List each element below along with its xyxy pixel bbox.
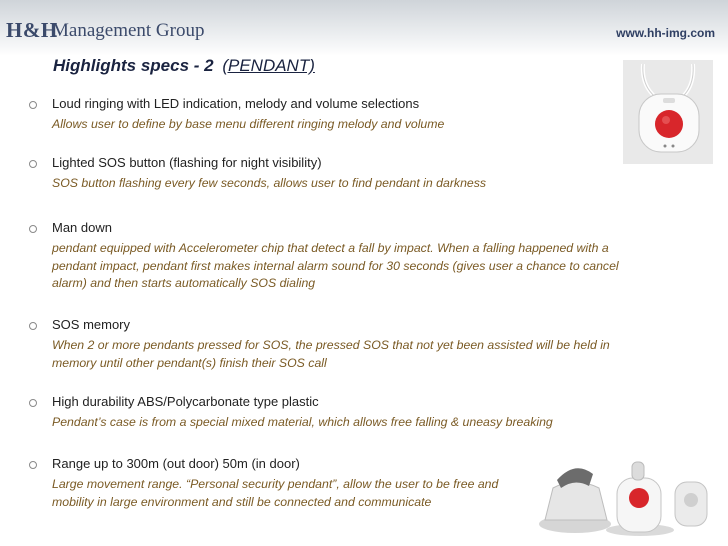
- slide-title-subject: (PENDANT): [222, 56, 315, 75]
- company-logo-text: Management Group: [52, 20, 205, 41]
- pendant-icon: [623, 60, 713, 164]
- product-set-photo: [535, 450, 721, 538]
- slide-title: [53, 56, 315, 76]
- bullet-circle-icon: [29, 160, 37, 168]
- slide-title-main: Highlights specs - 2: [53, 56, 214, 75]
- spec-description: Pendant’s case is from a special mixed material, which allows free falling & uneasy breaking: [52, 415, 553, 429]
- header-banner: [0, 0, 728, 56]
- company-logo-mark: H&H: [6, 18, 58, 42]
- bullet-circle-icon: [29, 322, 37, 330]
- spec-heading: Loud ringing with LED indication, melody and volume selections: [52, 96, 420, 111]
- bullet-circle-icon: [29, 101, 37, 109]
- base-unit-and-pendants-icon: [535, 450, 721, 538]
- spec-heading: SOS memory: [52, 317, 131, 332]
- pendant-photo: [623, 60, 713, 164]
- bullet-circle-icon: [29, 399, 37, 407]
- bullet-circle-icon: [29, 225, 37, 233]
- spec-heading: High durability ABS/Polycarbonate type plastic: [52, 394, 319, 409]
- spec-description: When 2 or more pendants pressed for SOS, the pressed SOS that not yet been assisted will be held in memory until other pendant(s) finish their SOS call: [52, 338, 610, 370]
- spec-heading: Range up to 300m (out door) 50m (in door): [52, 456, 300, 471]
- spec-description: pendant equipped with Accelerometer chip that detect a fall by impact. When a falling happened with a pendant impact, pendant first makes internal alarm sound for 30 seconds (gives user a chance to cancel alarm) and then starts automatically SOS dialing: [52, 241, 619, 290]
- spec-description: SOS button flashing every few seconds, allows user to find pendant in darkness: [52, 176, 487, 190]
- bullet-circle-icon: [29, 461, 37, 469]
- spec-description: Large movement range. “Personal security pendant”, allow the user to be free and mobility in large environment and still be connected and communicate: [52, 477, 499, 509]
- spec-description: Allows user to define by base menu different ringing melody and volume: [52, 117, 445, 131]
- spec-heading: Man down: [52, 220, 112, 235]
- website-url[interactable]: www.hh-img.com: [616, 26, 715, 40]
- spec-heading: Lighted SOS button (flashing for night visibility): [52, 155, 322, 170]
